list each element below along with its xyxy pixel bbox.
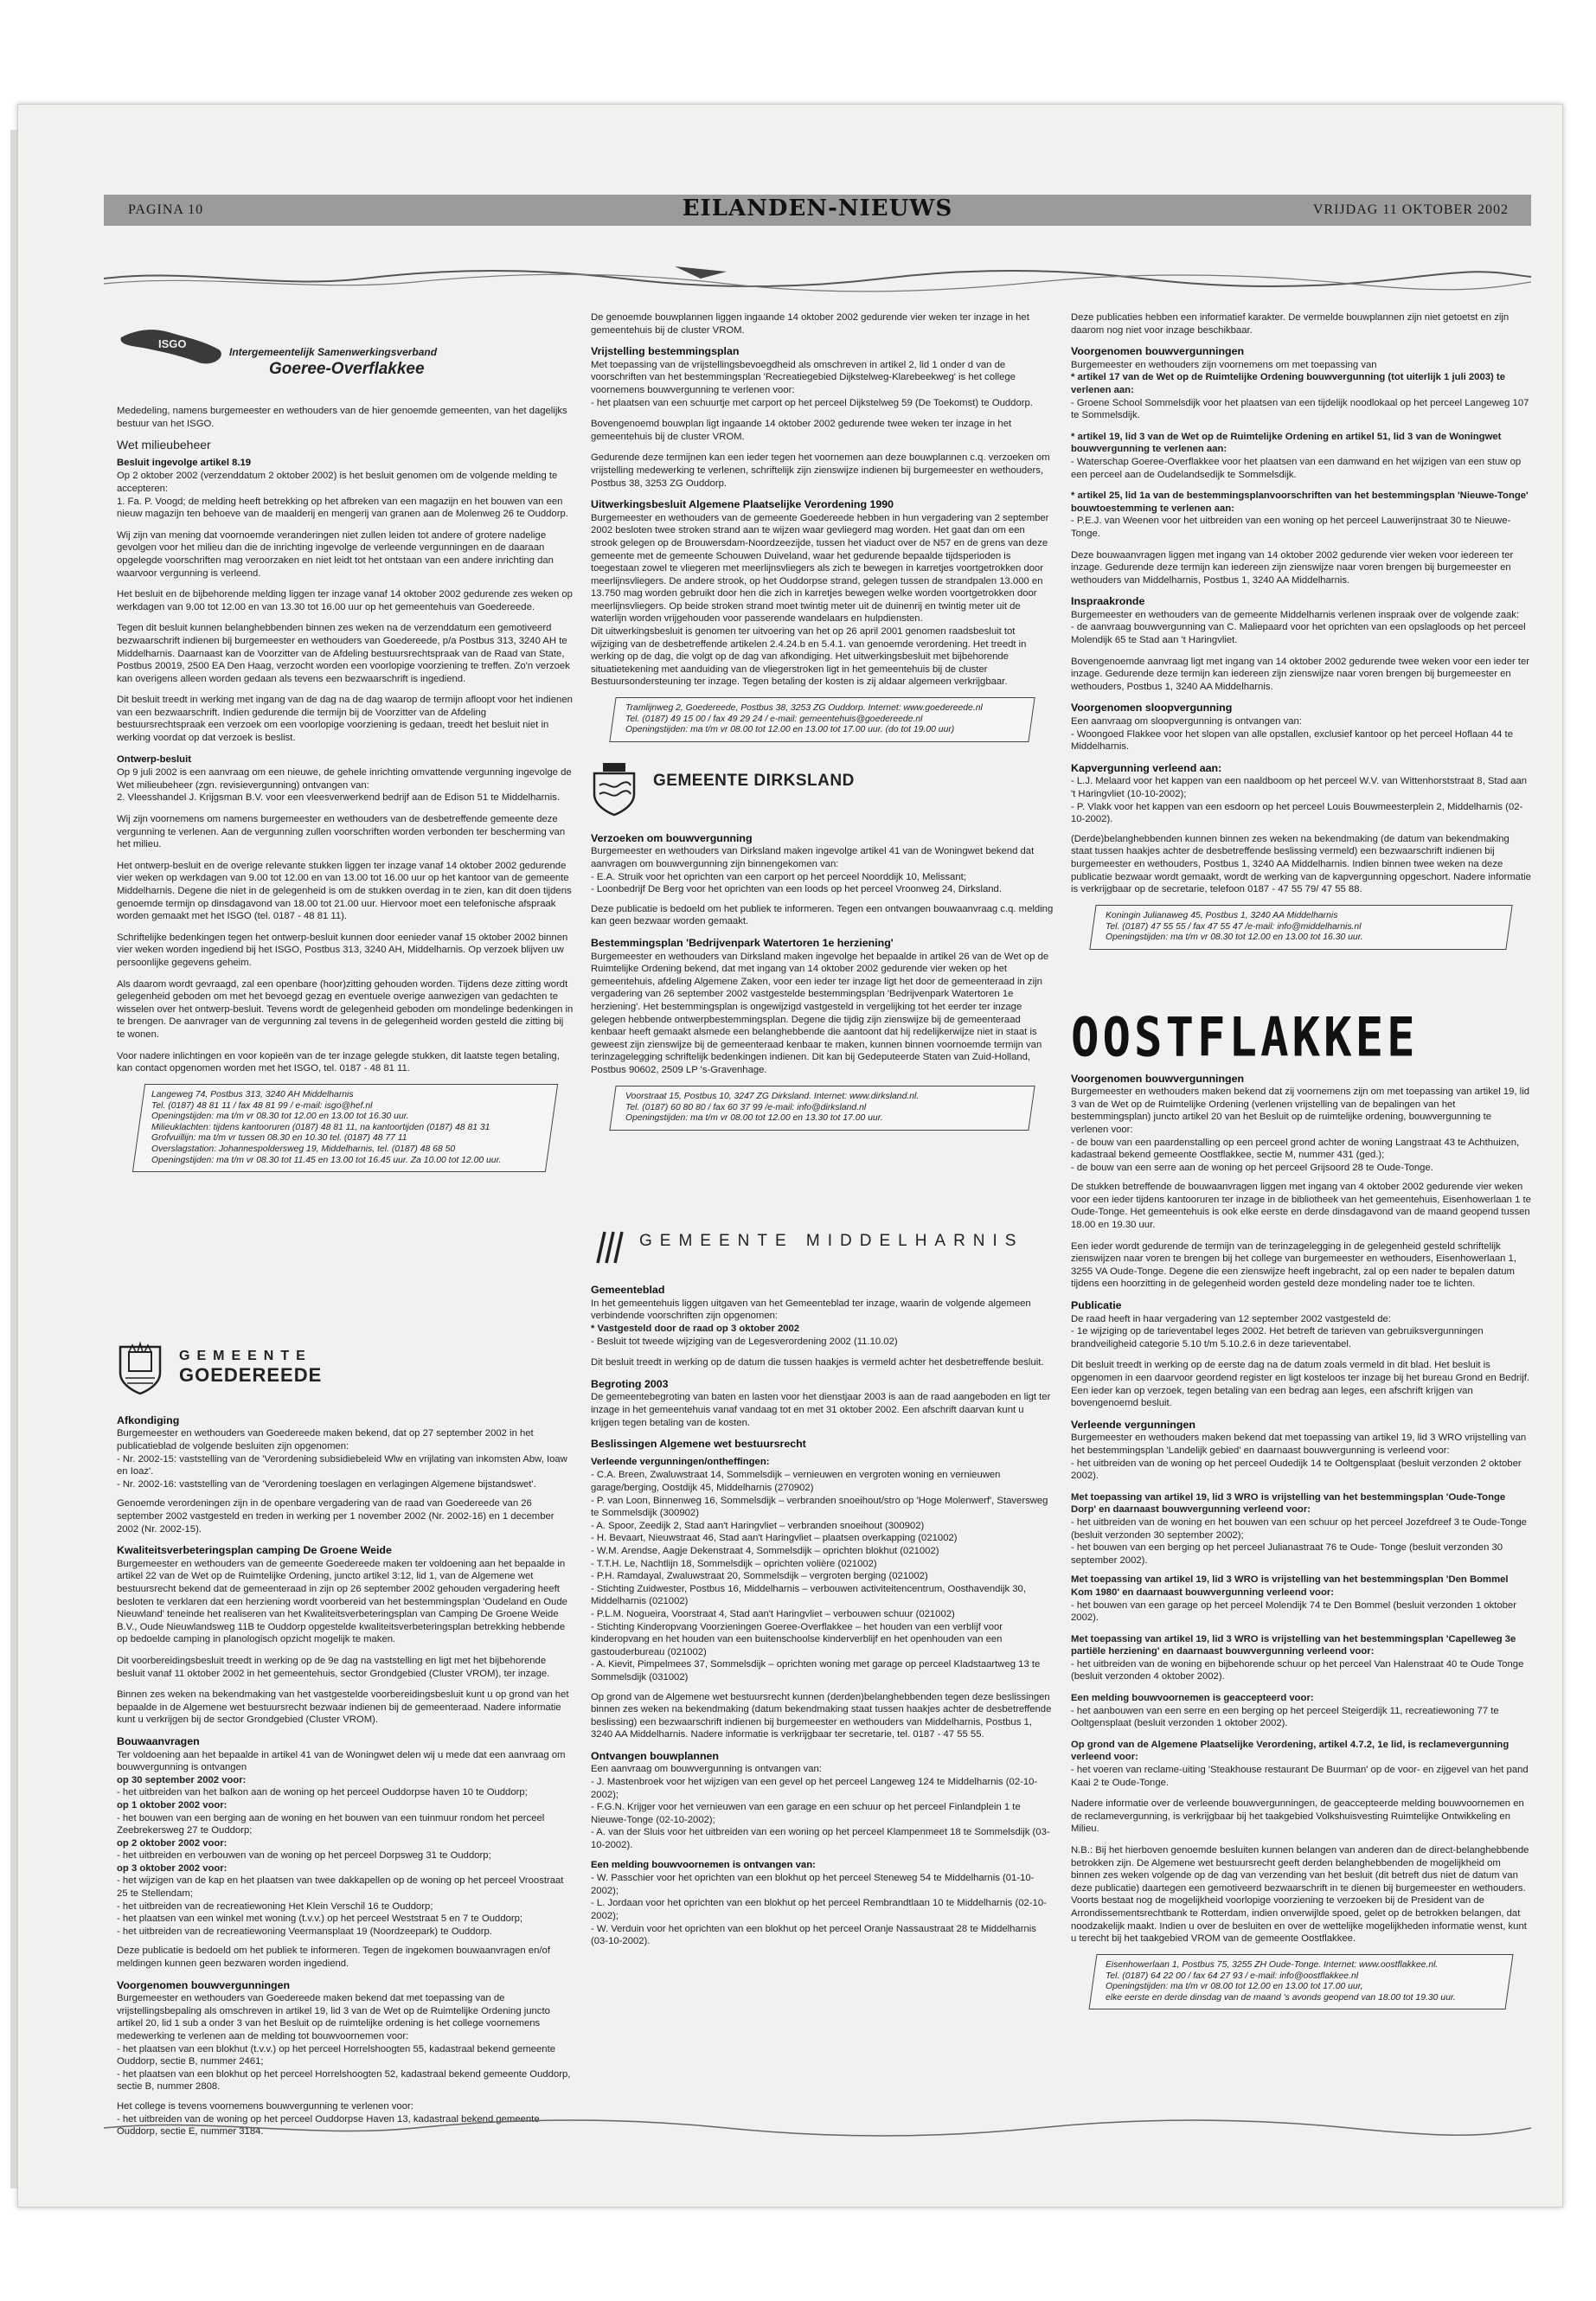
- list-item: - het uitbreiden van de woning en bijbehorende schuur op het perceel Van Halenstraat 40 te Oude Tonge (besluit verzonden 4 oktober 2002).: [1071, 1658, 1524, 1682]
- goedereede-title: GOEDEREEDE: [179, 1363, 323, 1386]
- goedereede-paragraph: Dit voorbereidingsbesluit treedt in werking op de 9e dag na vaststelling en ligt met het bijbehorende besluit vanaf 11 oktober 2002 in het gemeentehuis, sector Grondgebied (Cluster VROM), ter inzage.: [117, 1655, 550, 1679]
- address-line: Openingstijden: ma t/m vr 08.30 tot 12.00 en 13.00 tot 16.30 uur.: [1106, 932, 1363, 942]
- goedereede-paragraph: Dit uitwerkingsbesluit is genomen ter uitvoering van het op 26 april 2001 genomen raadsbesluit tot wijziging van de desbetreffende artikelen 2.4.24.b en 5.4.1. van genoemde verordening. Het treedt in werking op de dag, die volgt op de dag van afkondiging. Het uitwerkingsbesluit met bijbehorende situatietekening met aanduiding van de vliegerstroken ligt in het gemeentehuis bij de cluster Bestuursondersteuning ter inzage. Tegen betaling der kosten is zij aldaar algemeen verkrijgbaar.: [591, 626, 1027, 688]
- dirksland-paragraph: Burgemeester en wethouders van Dirksland maken ingevolge het bepaalde in artikel 26 van de Wet op de Ruimtelijke Ordening bekend, dat met ingang van 14 oktober 2002 gedurende vier weken op het gemeentehuis, afdeling Algemene Zaken, voor een ieder ter inzage ligt het door de gemeenteraad in zijn vergadering van 26 september 2002 vastgestelde bestemmingsplan 'Bedrijvenpark Watertoren 1e herziening'. Het bestemmingsplan is ongewijzigd vastgesteld in vergelijking tot het eerder ter inzage gelegen hebbende ontwerpbestemmingsplan. Degene die tijdig zijn zienswijze bij de gemeenteraad kenbaar heeft gemaakt alsmede een belanghebbende die aantoont dat hij redelijkerwijze niet in staat is geweest zijn zienswijze bij de gemeenteraad kenbaar te maken, kunnen binnen voornoemde termijn van terinzagelegging schriftelijk bedenkingen indienen. Dit kan bij Gedeputeerde Staten van Zuid-Holland, Postbus 90602, 2509 LP 's-Gravenhage.: [591, 951, 1049, 1075]
- oostflakkee-paragraph: Burgemeester en wethouders maken bekend dat zij voornemens zijn om met toepassing van artikel 19, lid 3 van de Wet op de Ruimtelijke Ordening (verlenen vrijstelling van de bepalingen van het bestemmingsplan) juncto artikel 20 van het Besluit op de ruimtelijke ordening, bouwvergunning te verlenen voor:: [1071, 1086, 1529, 1135]
- isgo-heading-2: Ontwerp-besluit: [117, 753, 191, 765]
- list-item: - W.M. Arendse, Aagje Dekenstraat 4, Sommelsdijk – oprichten blokhut (021002): [591, 1545, 939, 1556]
- list-item: - het aanbouwen van een serre en een berging op het perceel Steigerdijk 11, recreatiewoning 77 te Ooltgensplaat (besluit verzonden 1 oktober 2002).: [1071, 1705, 1499, 1729]
- middelharnis-heading: Begroting 2003: [591, 1377, 669, 1390]
- list-item: - het uitbreiden van de woning op het perceel Oudedijk 14 te Ooltgensplaat (besluit verzonden 2 oktober 2002).: [1071, 1458, 1522, 1482]
- dirksland-list: [591, 871, 1054, 896]
- address-line: Openingstijden: ma t/m vr 08.00 tot 12.00 en 13.30 tot 17.00 uur.: [625, 1112, 883, 1123]
- middelharnis-subheading: Verleende vergunningen/ontheffingen:: [591, 1456, 770, 1467]
- list-item: - Stichting Kinderopvang Voorzieningen Goeree-Overflakkee – het houden van een verblijf voor kinderopvang en het houden van een buitenschoolse kinderverblijf en het openhouden van een gastouderbureau (021002): [591, 1621, 1003, 1657]
- column-2: [591, 311, 1054, 1955]
- list-item: - Besluit tot tweede wijziging van de Legesverordening 2002 (11.10.02): [591, 1336, 898, 1347]
- page-header: [104, 195, 1531, 226]
- decorative-wave-divider-bottom: [104, 2111, 1531, 2145]
- oostflakkee-paragraph: Met toepassing van artikel 19, lid 3 WRO is vrijstelling van het bestemmingsplan 'Capelleweg 3e partiële herziening' en daarnaast bouwvergunning verleend voor:: [1071, 1633, 1516, 1657]
- list-item: - het plaatsen van een schuurtje met carport op het perceel Dijkstelweg 59 (De Toekomst) te Ouddorp.: [591, 397, 1033, 408]
- dirksland-paragraph: Burgemeester en wethouders van Dirksland maken ingevolge artikel 41 van de Woningwet bekend dat aanvragen om bouwvergunning zijn binnengekomen van:: [591, 846, 1035, 869]
- middelharnis-paragraph: De gemeentebegroting van baten en lasten voor het dienstjaar 2003 is aan de raad aangeboden en ligt ter inzage in het gemeentehuis vanaf vandaag tot en met 31 oktober 2002. Een afschrift daarvan kunt u krijgen tegen betaling van de kosten.: [591, 1392, 1051, 1428]
- address-line: Openingstijden: ma t/m vr 08.30 tot 12.00 en 13.00 tot 16.30 uur.: [151, 1111, 409, 1121]
- goedereede-address-box: [609, 697, 1035, 742]
- middelharnis-paragraph: Deze bouwaanvragen liggen met ingang van 14 oktober 2002 gedurende vier weken voor iedereen ter inzage. Gedurende deze termijn kan iedereen zijn zienswijze naar voren brengen bij burgemeester en wethouders van Middelharnis, Postbus 1, 3240 AA Middelharnis.: [1071, 549, 1514, 586]
- address-line: Milieuklachten: tijdens kantooruren (0187) 48 81 11, na kantoortijden (0187) 48 81 31: [151, 1122, 490, 1132]
- goedereede-paragraph: Bovengenoemd bouwplan ligt ingaande 14 oktober 2002 gedurende twee weken ter inzage in het gemeentehuis bij de cluster VROM.: [591, 419, 1012, 442]
- list-item: - de bouw van een serre aan de woning op het perceel Grijsoord 28 te Oude-Tonge.: [1071, 1162, 1433, 1173]
- isgo-org-line2: Goeree-Overflakkee: [269, 360, 425, 378]
- goedereede-paragraph: Binnen zes weken na bekendmaking van het vastgestelde voorbereidingsbesluit kunt u op grond van het bepaalde in de Algemene wet bestuursrecht bezwaar indienen bij de gemeenteraad. Nadere informatie kunt u verkrijgen bij de sector Grondgebied (Cluster VROM).: [117, 1689, 569, 1726]
- middelharnis-paragraph: (Derde)belanghebbenden kunnen binnen zes weken na bekendmaking (de datum van bekendmaking staat tussen haakjes achter de desbetreffende beslissing vermeld) een bezwaarschrift indienen bij burgemeester en wethouders, Postbus 1, 3240 AA Middelharnis. Indien binnen twee weken na deze publicatie bezwaar wordt gemaakt, wordt de werking van de kapvergunning opgeschort. Nadere informatie is verkrijgbaar op de secretarie, telefoon 0187 - 47 55 79/ 47 55 88.: [1071, 833, 1531, 895]
- middelharnis-paragraph: Burgemeester en wethouders zijn voornemens om met toepassing van: [1071, 359, 1377, 370]
- isgo-section-title: Wet milieubeheer: [117, 438, 211, 452]
- oostflakkee-title: OOSTFLAKKEE: [1071, 1005, 1419, 1069]
- goedereede-paragraph: Burgemeester en wethouders van de gemeente Goedereede hebben in hun vergadering van 2 september 2002 besloten twee stroken strand aan te wijzen waar gevliegerd mag worden. Het gaat dan om een strook gelegen op de Brouwersdam-Noordzeezijde, tussen het viaduct over de N57 en de grens van deze gemeente met de gemeente Schouwen Duiveland, waar het gedurende bepaalde tijdsperioden is toegestaan zowel te vliegeren met meerlijnsvliegers als zich te bewegen in karretjes voortgetrokken door meerlijnsvliegers. De andere strook, op het Ouddorpse strand, gelegen tussen de strandpalen 13.000 en 13.750 mag worden gebruikt door hen die zich in karretjes bewegen welke worden voortgetrokken door meerlijnsvliegers. Op beide stroken strand moet twintig meter uit de duinenrij en twintig meter uit de waterlijn worden vrijgehouden voor passerende wandelaars en hulpdiensten.: [591, 512, 1049, 625]
- goedereede-paragraph: Het college is tevens voornemens bouwvergunning te verlenen voor:: [117, 2100, 413, 2112]
- list-date: op 3 oktober 2002 voor:: [117, 1862, 228, 1874]
- list-item: - het bouwen van een garage op het perceel Molendijk 74 te Den Bommel (besluit verzonden 1 oktober 2002).: [1071, 1599, 1516, 1624]
- address-line: Tel. (0187) 64 22 00 / fax 64 27 93 / e-mail: info@oostflakkee.nl: [1106, 1971, 1359, 1981]
- list-item: - het voeren van reclame-uiting 'Steakhouse restaurant De Buurman' op de voor- en zijgevel van het pand Kaai 2 te Oude-Tonge.: [1071, 1765, 1529, 1788]
- middelharnis-heading: Kapvergunning verleend aan:: [1071, 761, 1222, 774]
- list-item: - het plaatsen van een blokhut op het perceel Horrelshoogten 52, kadastraal bekend gemeente Ouddorp, sectie B, nummer 2808.: [117, 2068, 571, 2093]
- address-line: Openingstijden: ma t/m vr 08.00 tot 12.00 en 13.00 tot 17.00 uur,: [1106, 1981, 1363, 1991]
- list-item: - T.T.H. Le, Nachtlijn 18, Sommelsdijk – oprichten volière (021002): [591, 1558, 877, 1569]
- list-item: - het wijzigen van de kap en het plaatsen van twee dakkapellen op de woning op het perceel Vroostraat 25 te Stellendam;: [117, 1875, 564, 1900]
- list-item: - het uitbreiden van de woning en het bouwen van een schuur op het perceel Jozefdreef 3 te Oude-Tonge (besluit verzonden 30 september 2002);: [1071, 1516, 1527, 1541]
- oostflakkee-heading: Voorgenomen bouwvergunningen: [1071, 1072, 1245, 1085]
- page-number: PAGINA 10: [128, 202, 204, 217]
- isgo-paragraph: Dit besluit treedt in werking met ingang van de dag na de dag waarop de termijn afloopt voor het indienen van een bezwaarschrift. Indien gedurende die termijn bij de Voorzitter van de Afdeling bestuursrechtspraak een verzoek om een voorlopige voorziening is gedaan, treedt het besluit niet in werking voordat op dat verzoek is beslist.: [117, 695, 573, 744]
- list-item: - P.H. Ramdayal, Zwaluwstraat 20, Sommelsdijk – vergroten berging (021002): [591, 1571, 928, 1582]
- list-item: - W. Verduin voor het oprichten van een blokhut op het perceel Oranje Nassaustraat 28 te Middelharnis (03-10-2002).: [591, 1923, 1036, 1947]
- isgo-paragraph: 1. Fa. P. Voogd; de melding heeft betrekking op het afbreken van een magazijn en het bouwen van een nieuw magazijn ten behoeve van de maalderij en mengerij van granen aan de Molenweg 26 te Ouddorp.: [117, 496, 568, 520]
- address-line: Openingstijden: ma t/m vr 08.30 tot 11.45 en 13.00 tot 16.45 uur. Za 10.00 tot 12.00 uur.: [151, 1155, 502, 1165]
- address-line: Voorstraat 15, Postbus 10, 3247 ZG Dirksland. Internet: www.dirksland.nl.: [625, 1091, 920, 1101]
- oostflakkee-paragraph: Een melding bouwvoornemen is geaccepteerd voor:: [1071, 1693, 1314, 1704]
- isgo-paragraph: Wij zijn voornemens om namens burgemeester en wethouders van de desbetreffende gemeente deze vergunning te verlenen. Aan de vergunning zullen voorschriften worden verbonden ter bescherming van het milieu.: [117, 814, 566, 850]
- address-line: Grofvuillijn: ma t/m vr tussen 08.30 en 10.30 tel. (0187) 48 77 11: [151, 1133, 407, 1144]
- oostflakkee-paragraph: Op grond van de Algemene Plaatselijke Verordening, artikel 4.7.2, 1e lid, is reclamevergunning verleend voor:: [1071, 1739, 1509, 1763]
- middelharnis-list: [591, 1469, 1054, 1683]
- list-item: - het plaatsen van een winkel met woning (t.v.v.) op het perceel Weststraat 5 en 7 te Ouddorp;: [117, 1913, 523, 1925]
- goedereede-paragraph: Burgemeester en wethouders van de gemeente Goedereede maken ter voldoening aan het bepaalde in artikel 22 van de Wet op de Ruimtelijke Ordening, juncto artikel 3:12, lid 1, van de Algemene wet bestuursrecht bekend dat de gemeenteraad in zijn op 26 september 2002 gehouden vergadering heeft besloten te verklaren dat een herziening wordt voorbereid van het bestemmingsplan 'Oudeland en Oude Nieuwland' teneinde het realiseren van het Kwaliteitsverbeteringsplan van Camping De Groene Weide B.V., Oude Nieuwlandsweg 11B te Ouddorp opgestelde kwaliteitsverbeteringsplan betrekking hebbende op bedoelde camping in planologisch opzicht mogelijk te maken.: [117, 1558, 567, 1645]
- isgo-paragraph: 2. Vleesshandel J. Krijgsman B.V. voor een vleesverwerkend bedrijf aan de Edison 51 te Middelharnis.: [117, 792, 561, 804]
- address-line: Tel. (0187) 49 15 00 / fax 49 29 24 / e-mail: gemeentehuis@goedereede.nl: [625, 714, 923, 724]
- oostflakkee-paragraph: Met toepassing van artikel 19, lid 3 WRO is vrijstelling van het bestemmingsplan 'Den Bommel Kom 1980' en daarnaast bouwvergunning verleend voor:: [1071, 1574, 1509, 1598]
- oostflakkee-address-box: [1088, 1954, 1513, 2009]
- oostflakkee-paragraph: De raad heeft in haar vergadering van 12 september 2002 vastgesteld de:: [1071, 1313, 1391, 1324]
- address-line: Langeweg 74, Postbus 313, 3240 AH Middelharnis: [151, 1089, 354, 1099]
- list-item: - F.G.N. Krijger voor het vernieuwen van een garage en een schuur op het perceel Finlandplein 1 te Nieuwe-Tonge (02-10-2002);: [591, 1802, 1021, 1825]
- address-line: Openingstijden: ma t/m vr 08.00 tot 12.00 en 13.00 tot 17.00 uur. (do tot 19.00 uur): [625, 725, 955, 735]
- list-item: - het uitbreiden en verbouwen van de woning op het perceel Dorpsweg 31 te Ouddorp;: [117, 1850, 491, 1862]
- list-item: - het bouwen van een berging op het perceel Julianastraat 76 te Oude- Tonge (besluit verzonden 30 september 2002).: [1071, 1542, 1503, 1566]
- isgo-heading-1: Besluit ingevolge artikel 8.19: [117, 457, 252, 468]
- list-item: - de aanvraag bouwvergunning van C. Maliepaard voor het oprichten van een opslagloods op het perceel Molendijk 65 te Stad aan 't Haringvliet.: [1071, 622, 1526, 646]
- goedereede-paragraph: Ter voldoening aan het bepaalde in artikel 41 van de Woningwet delen wij u mede dat een aanvraag om bouwvergunning is ontvangen: [117, 1749, 566, 1773]
- isgo-paragraph: Op 9 juli 2002 is een aanvraag om een nieuwe, de gehele inrichting omvattende vergunning ingevolge de Wet milieubeheer (zgn. revisievergunning) ontvangen van:: [117, 767, 572, 791]
- list-item: - L. Jordaan voor het oprichten van een blokhut op het perceel Rembrandtlaan 10 te Middelharnis (02-10-2002);: [591, 1898, 1047, 1921]
- column-1: [117, 311, 574, 2145]
- middelharnis-paragraph: * artikel 19, lid 3 van de Wet op de Ruimtelijke Ordening en artikel 51, lid 3 van de Woningwet bouwvergunning te verlenen aan:: [1071, 431, 1502, 455]
- dirksland-heading: Verzoeken om bouwvergunning: [591, 831, 753, 844]
- isgo-paragraph: Het ontwerp-besluit en de overige relevante stukken liggen ter inzage vanaf 14 oktober 2002 gedurende vier weken op werkdagen van 9.00 tot 12.00 en van 13.00 tot 16.00 uur op het kantoor van de gemeente Middelharnis. Degene die niet in de gelegenheid is om de stukken overdag in te zien, kan dit doen tijdens genoemde termijn op dinsdagavond van 18.00 tot 21.00 uur. Hiervoor moet een telefonische afspraak worden gemaakt met het ISGO (tel. 0187 - 48 81 11).: [117, 860, 572, 922]
- oostflakkee-paragraph: N.B.: Bij het hierboven genoemde besluiten kunnen belangen van anderen dan de direct-belanghebbende betrokken zijn. De Algemene wet bestuursrecht geeft derden belanghebbenden de mogelijkheid om binnen zes weken volgende op de dag van verzending van het besluit (dit betreft dus niet de datum van deze publicatie) daartegen een gemotiveerd bezwaarschrift in te dienen bij burgemeester en wethouders. Voorts bestaat nog de mogelijkheid voorlopige voorziening te verzoeken bij de President van de Arrondissementsrechtbank te Rotterdam, indien onverwijlde spoed, gelet op de betrokken belangen, dat noodzakelijk maakt. Indien u over de besluiten en over de wettelijke mogelijkheden informatie wenst, kunt u terecht bij het taakgebied VROM van de gemeente Oostflakkee.: [1071, 1845, 1529, 1945]
- isgo-paragraph: Wij zijn van mening dat voornoemde veranderingen niet zullen leiden tot andere of grotere nadelige gevolgen voor het milieu dan die de inrichting ingevolge de verleende vergunningen en de daaraan opgelegde voorschriften mag veroorzaken en niet leidt tot het ontstaan van een andere inrichting dan waarvoor vergunning is verleend.: [117, 529, 554, 579]
- oostflakkee-list: [1071, 1137, 1531, 1175]
- isgo-paragraph: Op 2 oktober 2002 (verzenddatum 2 oktober 2002) is het besluit genomen om de volgende melding te accepteren:: [117, 471, 558, 494]
- list-item: - Groene School Sommelsdijk voor het plaatsen van een tijdelijk noodlokaal op het perceel Langeweg 107 te Sommelsdijk.: [1071, 397, 1529, 421]
- goedereede-heading: Voorgenomen bouwvergunningen: [117, 1978, 291, 1991]
- goedereede-heading: Bouwaanvragen: [117, 1734, 200, 1747]
- list-item: - het uitbreiden van de recreatiewoning Veermansplaat 19 (Noordzeepark) te Ouddorp.: [117, 1926, 492, 1937]
- dirksland-crest-icon: [591, 760, 638, 817]
- list-item: - Stichting Zuidwester, Postbus 16, Middelharnis – verbouwen activiteitencentrum, Oosthavendijk 30, Middelharnis (021002): [591, 1583, 1026, 1607]
- list-item: - C.A. Breen, Zwaluwstraat 14, Sommelsdijk – vernieuwen en vergroten woning en vernieuwen garage/berging, Oostdijk 45, Middelharnis (270902): [591, 1470, 1001, 1493]
- list-item: - Waterschap Goeree-Overflakkee voor het plaatsen van een damwand en het wijzigen van een stuw op een perceel aan de Oudelandsedijk te Sommelsdijk.: [1071, 456, 1522, 480]
- middelharnis-list: [591, 1872, 1054, 1948]
- isgo-logo: [117, 311, 574, 398]
- list-item: - Loonbedrijf De Berg voor het oprichten van een loods op het perceel Vroonweg 24, Dirksland.: [591, 884, 1002, 895]
- middelharnis-list: [1071, 775, 1531, 825]
- list-item: - P.E.J. van Weenen voor het uitbreiden van een woning op het perceel Lauwerijnstraat 30 te Nieuwe-Tonge.: [1071, 516, 1511, 539]
- isgo-paragraph: Het besluit en de bijbehorende melding liggen ter inzage vanaf 14 oktober 2002 gedurende zes weken op werkdagen van 9.00 tot 12.00 en van 13.30 tot 16.00 uur op het gemeentehuis van Goedereede.: [117, 589, 573, 612]
- oostflakkee-paragraph: De stukken betreffende de bouwaanvragen liggen met ingang van 4 oktober 2002 gedurende vier weken voor een ieder tijdens kantooruren ter inzage in de bibliotheek van het gemeentehuis, Eisenhowerlaan 1 te Oude-Tonge. Het gemeentehuis is ook elke eerste en derde dinsdagavond van de maand geopend tussen 18.00 en 19.30 uur.: [1071, 1182, 1531, 1231]
- middelharnis-paragraph: Op grond van de Algemene wet bestuursrecht kunnen (derden)belanghebbenden tegen deze beslissingen binnen zes weken na bekendmaking (datum bekendmaking staat tussen haakjes achter de desbetreffende beslissing) een bezwaarschrift indienen bij burgemeester en wethouders van Middelharnis, Postbus 1, 3240 AA Middelharnis. Nadere informatie is verkrijgbaar ter secretarie, tel. 0187 - 47 55 55.: [591, 1691, 1052, 1740]
- goedereede-paragraph: Genoemde verordeningen zijn in de openbare vergadering van de raad van Goedereede van 26 september 2002 vastgesteld en treden in werking per 1 november 2002 (Nr. 2002-16) en 1 december 2002 (Nr. 2002-15).: [117, 1498, 554, 1535]
- list-item: - E.A. Struik voor het oprichten van een carport op het perceel Noorddijk 10, Melissant;: [591, 871, 966, 882]
- dirksland-heading: Bestemmingsplan 'Bedrijvenpark Watertoren 1e herziening': [591, 936, 894, 949]
- issue-date: VRIJDAG 11 OKTOBER 2002: [1312, 202, 1509, 217]
- address-line: elke eerste en derde dinsdag van de maand 's avonds geopend van 18.00 tot 19.30 uur.: [1106, 1992, 1456, 2003]
- isgo-letters: ISGO: [158, 337, 187, 350]
- oostflakkee-paragraph: Burgemeester en wethouders maken bekend dat met toepassing van artikel 19, lid 3 WRO vrijstelling van het bestemmingsplan 'Landelijk gebied' en daarnaast bouwvergunning is verleend voor:: [1071, 1433, 1527, 1456]
- list-item: - 1e wijziging op de tarieventabel leges 2002. Het betreft de tarieven van gebruiksvergunningen brandveiligheid categorie 5.10 t/m 5.10.2.6 in deze tarieventabel.: [1071, 1326, 1484, 1349]
- isgo-org-line1: Intergemeentelijk Samenwerkingsverband: [229, 346, 438, 358]
- decorative-wave-divider: [104, 260, 1531, 294]
- oostflakkee-list: [1071, 1516, 1531, 1567]
- list-item: - A. Kievit, Pimpelmees 37, Sommelsdijk – oprichten woning met garage op perceel Kladstaartweg 13 te Sommelsdijk (031002): [591, 1659, 1041, 1682]
- middelharnis-paragraph: Deze publicaties hebben een informatief karakter. De vermelde bouwplannen zijn niet getoetst en zijn daarom nog niet voor inzage beschikbaar.: [1071, 312, 1509, 336]
- middelharnis-paragraph: * Vastgesteld door de raad op 3 oktober 2002: [591, 1324, 800, 1335]
- middelharnis-logo-icon: [591, 1225, 631, 1268]
- goedereede-heading: Afkondiging: [117, 1413, 180, 1426]
- address-line: Tel. (0187) 47 55 55 / fax 47 55 47 /e-mail: info@middelharnis.nl: [1106, 921, 1362, 932]
- list-item: - Nr. 2002-16: vaststelling van de 'Verordening toeslagen en verlagingen Algemene bijstandswet'.: [117, 1478, 536, 1490]
- list-item: - het uitbreiden van het balkon aan de woning op het perceel Ouddorpse haven 10 te Ouddorp;: [117, 1787, 528, 1798]
- middelharnis-heading: Beslissingen Algemene wet bestuursrecht: [591, 1438, 806, 1451]
- list-item: - W. Passchier voor het oprichten van een blokhut op het perceel Steneweg 54 te Middelharnis (01-10-2002);: [591, 1873, 1035, 1896]
- address-line: Overslagstation: Johannespoldersweg 19, Middelharnis, tel. (0187) 48 68 50: [151, 1144, 456, 1154]
- goedereede-gemeente-label: GEMEENTE: [179, 1348, 312, 1363]
- goedereede-heading: Kwaliteitsverbeteringsplan camping De Groene Weide: [117, 1544, 392, 1557]
- goedereede-list: [117, 1774, 574, 1939]
- goedereede-paragraph: Burgemeester en wethouders van Goedereede maken bekend dat met toepassing van de vrijstellingsbepaling als omschreven in artikel 19, lid 3 van de Wet op de Ruimtelijke Ordening juncto artikel 20, lid 1 sub a onder 3 van het Besluit op de ruimtelijke ordening is het college voornemens medewerking te verlenen aan de melding tot bouwvoornemen voor:: [117, 1993, 550, 2041]
- address-line: Koningin Julianaweg 45, Postbus 1, 3240 AA Middelharnis: [1106, 910, 1338, 920]
- goedereede-heading: Uitwerkingsbesluit Algemene Plaatselijke Verordening 1990: [591, 498, 894, 511]
- middelharnis-paragraph: * artikel 25, lid 1a van de bestemmingsplanvoorschriften van het bestemmingsplan 'Nieuwe-Tonge' bouwtoestemming te verlenen aan:: [1071, 490, 1529, 514]
- isgo-paragraph: Voor nadere inlichtingen en voor kopieën van de ter inzage gelegde stukken, dit laatste tegen betaling, kan contact opgenomen worden met het ISGO, tel. 0187 - 48 81 11.: [117, 1050, 560, 1074]
- middelharnis-header: [591, 1216, 1054, 1277]
- isgo-paragraph: Schriftelijke bedenkingen tegen het ontwerp-besluit kunnen door eenieder vanaf 15 oktober 2002 binnen vier weken worden ingediend bij het ISGO, Postbus 313, 3240 AH, Middelharnis. Op verzoek blijven uw persoonlijke gegevens geheim.: [117, 932, 568, 968]
- middelharnis-heading: Voorgenomen bouwvergunningen: [1071, 345, 1245, 358]
- list-item: - H. Bevaart, Nieuwstraat 46, Stad aan't Haringvliet – plaatsen overkapping (021002): [591, 1533, 958, 1544]
- middelharnis-paragraph: In het gemeentehuis liggen uitgaven van het Gemeenteblad ter inzage, waarin de volgende algemeen verbindende voorschriften zijn opgenomen:: [591, 1298, 1031, 1322]
- goedereede-crest-icon: [117, 1340, 163, 1397]
- oostflakkee-paragraph: Nadere informatie over de verleende bouwvergunningen, de geaccepteerde melding bouwvoornemen en de reclamevergunning, is verkrijgbaar bij het taakgebied Volkshuisvesting Ruimtelijke Ontwikkeling en Milieu.: [1071, 1798, 1524, 1835]
- list-item: - P. Vlakk voor het kappen van een esdoorn op het perceel Louis Bouwmeesterplein 2, Middelharnis (02-10-2002).: [1071, 801, 1523, 825]
- oostflakkee-heading: Verleende vergunningen: [1071, 1418, 1195, 1431]
- middelharnis-paragraph: Een aanvraag om bouwvergunning is ontvangen van:: [591, 1764, 822, 1775]
- isgo-address-box: [132, 1084, 558, 1172]
- middelharnis-heading: Inspraakronde: [1071, 595, 1145, 608]
- goedereede-heading: Vrijstelling bestemmingsplan: [591, 345, 740, 358]
- isgo-paragraph: Als daarom wordt gevraagd, zal een openbare (hoor)zitting gehouden worden. Tijdens deze zitting wordt gelegenheid geboden om met het bevoegd gezag en eventuele overige aanwezigen van gedachten te wisselen over het ontwerp-besluit. Tevens wordt de gelegenheid geboden om mondelinge bedenkingen in te brengen. De aanvrager van de vergunning zal tevens in de gelegenheid worden gesteld die zitting bij te wonen.: [117, 978, 574, 1040]
- dirksland-header: [591, 756, 1054, 825]
- list-item: - A. van der Sluis voor het uitbreiden van een woning op het perceel Klampenmeet 18 te Sommelsdijk (03-10-2002).: [591, 1827, 1050, 1851]
- goedereede-paragraph: Gedurende deze termijnen kan een ieder tegen het voornemen aan deze bouwplannen c.q. verzoeken om vrijstelling medewerking te verlenen, schriftelijk zijn zienswijze indienen bij burgemeester en wethouders, Postbus 38, 3253 ZG Ouddorp.: [591, 452, 1050, 489]
- column-3: [1071, 311, 1531, 2022]
- middelharnis-title: GEMEENTE MIDDELHARNIS: [639, 1232, 1024, 1251]
- goedereede-list: [117, 1453, 574, 1491]
- list-item: - Woongoed Flakkee voor het slopen van alle opstallen, exclusief kantoor op het perceel Hoflaan 44 te Middelharnis.: [1071, 728, 1513, 753]
- masthead: EILANDEN-NIEUWS: [682, 195, 953, 221]
- middelharnis-paragraph: Een aanvraag om sloopvergunning is ontvangen van:: [1071, 716, 1302, 727]
- oostflakkee-paragraph: Met toepassing van artikel 19, lid 3 WRO is vrijstelling van het bestemmingsplan 'Oude-Tonge Dorp' en daarnaast bouwvergunning verleend voor:: [1071, 1491, 1506, 1516]
- middelharnis-heading: Voorgenomen sloopvergunning: [1071, 702, 1233, 715]
- list-date: op 30 september 2002 voor:: [117, 1774, 247, 1785]
- middelharnis-paragraph: * artikel 17 van de Wet op de Ruimtelijke Ordening bouwvergunning (tot uiterlijk 1 juli 2003) te verlenen aan:: [1071, 372, 1505, 395]
- list-item: - het uitbreiden van de recreatiewoning Het Klein Verschil 16 te Ouddorp;: [117, 1900, 433, 1912]
- list-item: - het bouwen van een berging aan de woning en het bouwen van een tuinmuur rondom het perceel Zeebrekersweg 27 te Ouddorp;: [117, 1812, 545, 1836]
- list-item: - P. van Loon, Binnenweg 16, Sommelsdijk – verbranden snoeihout/stro op 'Hoge Molenwerf', Staversweg te Sommelsdijk (300902): [591, 1495, 1048, 1519]
- address-line: Tramlijnweg 2, Goedereede, Postbus 38, 3253 ZG Ouddorp. Internet: www.goedereede.nl: [625, 703, 983, 714]
- middelharnis-paragraph: Dit besluit treedt in werking op de datum die tussen haakjes is vermeld achter het desbetreffende besluit.: [591, 1357, 1044, 1368]
- list-date: op 1 oktober 2002 voor:: [117, 1799, 228, 1811]
- address-line: Tel. (0187) 48 81 11 / fax 48 81 99 / e-mail: isgo@hef.nl: [151, 1100, 373, 1111]
- goedereede-paragraph: Met toepassing van de vrijstellingsbevoegdheid als omschreven in artikel 2, lid 1 onder d van de voorschriften van het bestemmingsplan 'Recreatiegebied Dijkstelweg-Klarebeekweg' is het college voornemens bouwvergunning te verlenen voor:: [591, 359, 1016, 395]
- address-line: Tel. (0187) 60 80 80 / fax 60 37 99 /e-mail: info@dirksland.nl: [625, 1102, 867, 1112]
- middelharnis-heading: Gemeenteblad: [591, 1284, 665, 1297]
- middelharnis-subheading: Een melding bouwvoornemen is ontvangen van:: [591, 1859, 816, 1870]
- list-date: op 2 oktober 2002 voor:: [117, 1837, 228, 1849]
- isgo-intro: Mededeling, namens burgemeester en wethouders van de hier genoemde gemeenten, van het dagelijks bestuur van het ISGO.: [117, 406, 567, 429]
- dirksland-title: GEMEENTE DIRKSLAND: [653, 771, 855, 790]
- middelharnis-heading: Ontvangen bouwplannen: [591, 1749, 719, 1762]
- list-item: - A. Spoor, Zeedijk 2, Stad aan't Haringvliet – verbranden snoeihout (300902): [591, 1520, 925, 1531]
- list-item: - Nr. 2002-15: vaststelling van de 'Verordening subsidiebeleid Wlw en vrijlating van inkomsten Abw, Ioaw en Ioaz'.: [117, 1453, 567, 1477]
- oostflakkee-paragraph: Een ieder wordt gedurende de termijn van de terinzagelegging in de gelegenheid gesteld schriftelijk zienswijzen naar voren te brengen bij het college van burgemeester en wethouders, Eisenhowerlaan 1, 3255 VA Oude-Tonge. Degene die een zienswijze heeft ingebracht, zal op een nader te bepalen datum tijdens een hoorzitting in de gelegenheid worden gesteld deze mondeling nader toe te lichten.: [1071, 1240, 1516, 1290]
- goedereede-paragraph: Burgemeester en wethouders van Goedereede maken bekend, dat op 27 september 2002 in het publicatieblad de volgende besluiten zijn opgenomen:: [117, 1428, 534, 1452]
- oostflakkee-heading: Publicatie: [1071, 1299, 1122, 1312]
- isgo-paragraph: Tegen dit besluit kunnen belanghebbenden binnen zes weken na de verzenddatum een gemotiveerd bezwaarschrift indienen bij burgemeester en wethouders van Goedereede, p/a Postbus 313, 3240 AH te Middelharnis. Daarnaast kan de Voorzitter van de Afdeling bestuursrechtspraak van de Raad van State, Postbus 20019, 2500 EA Den Haag, verzocht worden een voorlopige voorziening te treffen. Zo'n verzoek kan overigens alleen worden gedaan als tevens een bezwaarschrift is ingediend.: [117, 623, 570, 684]
- list-item: - L.J. Melaard voor het kappen van een naaldboom op het perceel W.V. van Wittenhorststraat 8, Stad aan 't Haringvliet (10-10-2002);: [1071, 776, 1528, 799]
- middelharnis-list: [591, 1776, 1054, 1852]
- goedereede-list: [117, 2043, 574, 2093]
- middelharnis-paragraph: Bovengenoemde aanvraag ligt met ingang van 14 oktober 2002 gedurende twee weken voor een ieder ter inzage. Gedurende deze termijn kan iedereen zijn zienswijze naar voren brengen bij burgemeester en wethouders, Postbus 1, 3240 AA Middelharnis.: [1071, 656, 1530, 692]
- dirksland-paragraph: Deze publicatie is bedoeld om het publiek te informeren. Tegen een ontvangen bouwaanvraag c.q. melding kan geen bezwaar worden gemaakt.: [591, 903, 1054, 927]
- goedereede-paragraph: De genoemde bouwplannen liggen ingaande 14 oktober 2002 gedurende vier weken ter inzage in het gemeentehuis bij de cluster VROM.: [591, 312, 1029, 336]
- goedereede-paragraph: Deze publicatie is bedoeld om het publiek te informeren. Tegen de ingekomen bouwaanvragen en/of meldingen kunnen geen bezwaren worden ingediend.: [117, 1945, 550, 1970]
- middelharnis-address-box: [1089, 905, 1512, 950]
- oostflakkee-paragraph: Dit besluit treedt in werking op de eerste dag na de datum zoals vermeld in dit blad. Het besluit is opgenomen in een daarvoor geordend register en ligt kosteloos ter inzage bij het bureau Grond en Bedrijf. Een ieder kan op verzoek, tegen betaling van een bedrag aan leges, een afschrift krijgen van bovengenoemd besluit.: [1071, 1360, 1530, 1409]
- dirksland-address-box: [609, 1086, 1035, 1131]
- list-item: - het plaatsen van een blokhut (t.v.v.) op het perceel Horrelshoogten 55, kadastraal bekend gemeente Ouddorp, sectie B, nummer 2461;: [117, 2043, 556, 2067]
- list-item: - J. Mastenbroek voor het wijzigen van een gevel op het perceel Langeweg 124 te Middelharnis (02-10-2002);: [591, 1777, 1038, 1800]
- island-map-icon: [117, 311, 238, 381]
- list-item: - P.L.M. Nogueira, Voorstraat 4, Stad aan't Haringvliet – verbouwen schuur (021002): [591, 1608, 955, 1619]
- list-item: - de bouw van een paardenstalling op een perceel grond achter de woning Langstraat 43 te Achthuizen, kadastraal bekend gemeente Oostflakkee, sectie M, nummer 431 (ged.);: [1071, 1137, 1520, 1161]
- middelharnis-paragraph: Burgemeester en wethouders van de gemeente Middelharnis verlenen inspraak over de volgende zaak:: [1071, 609, 1520, 620]
- address-line: Eisenhowerlaan 1, Postbus 75, 3255 ZH Oude-Tonge. Internet: www.oostflakkee.nl.: [1106, 1959, 1439, 1970]
- list-item: - het uitbreiden van de woning op het perceel Ouddorpse Haven 13, kadastraal bekend gemeente Ouddorp, sectie E, nummer 3184.: [117, 2113, 540, 2138]
- goedereede-header: [117, 1336, 574, 1406]
